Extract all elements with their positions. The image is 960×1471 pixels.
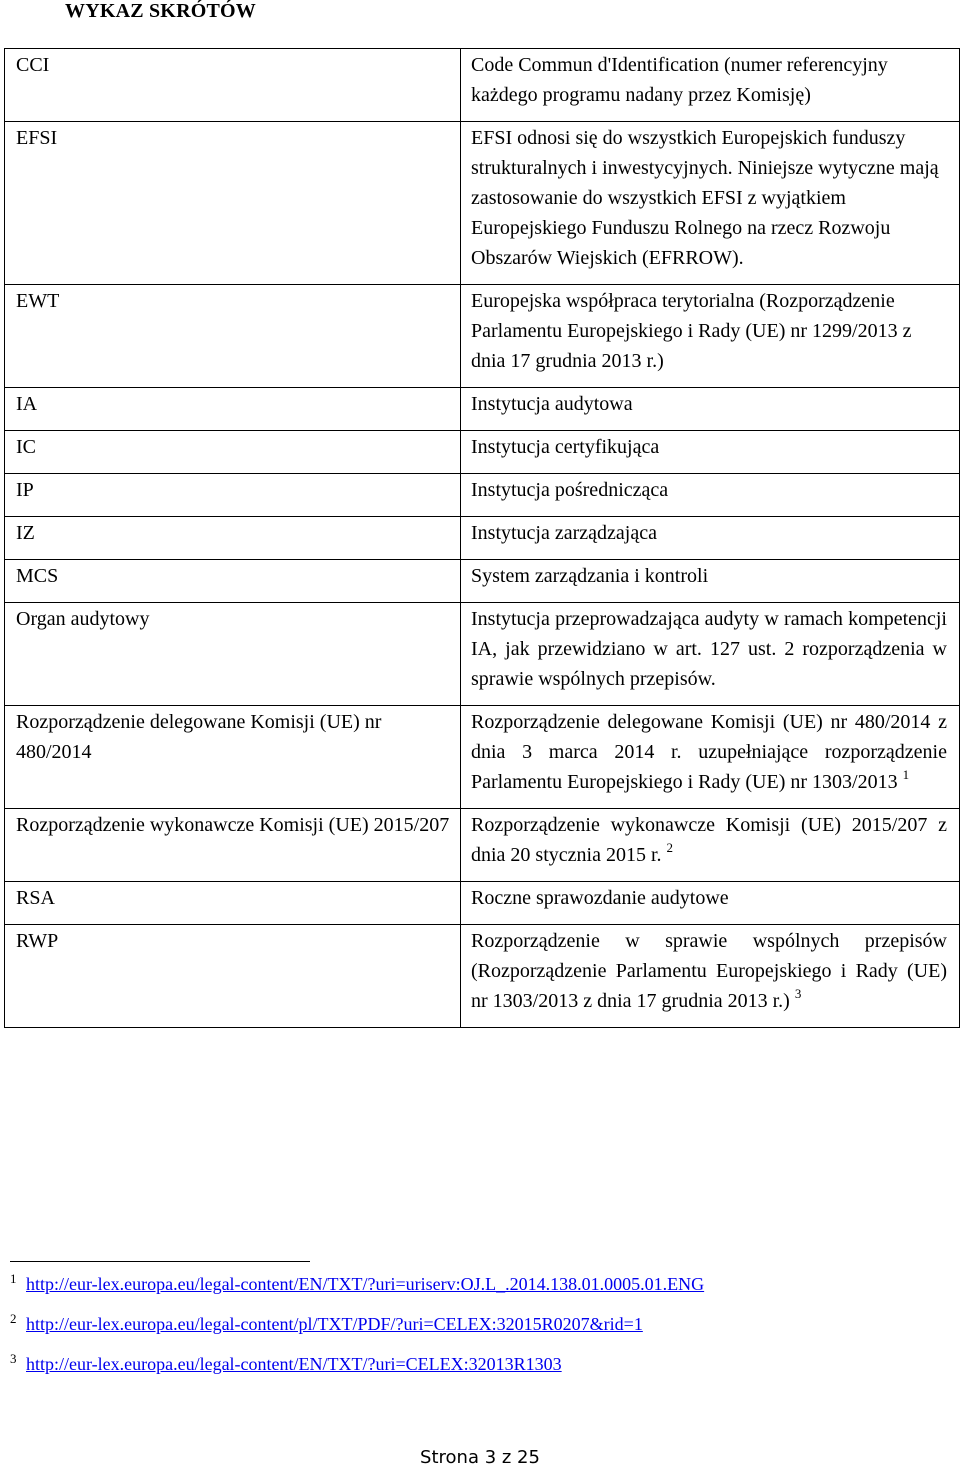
footnote-ref: 2 xyxy=(666,840,674,856)
footnote-ref: 1 xyxy=(902,767,910,783)
abbreviation-definition: Instytucja zarządzająca xyxy=(461,517,960,560)
footnote-number: 3 xyxy=(10,1351,17,1366)
abbreviation-definition: EFSI odnosi się do wszystkich Europejskich funduszy strukturalnych i inwestycyjnych. Niniejsze wytyczne mają zastosowanie do wszystkich EFSI z wyjątkiem Europejskiego Funduszu Rolnego na rzecz Rozwoju Obszarów Wiejskich (EFRROW). xyxy=(461,122,960,285)
abbreviation-term: CCI xyxy=(5,49,461,122)
table-row xyxy=(5,809,960,882)
footnote-separator xyxy=(10,1261,310,1262)
table-row xyxy=(5,517,960,560)
abbreviation-term: EFSI xyxy=(5,122,461,285)
table-row xyxy=(5,706,960,809)
table-row xyxy=(5,122,960,285)
abbreviation-term: Rozporządzenie delegowane Komisji (UE) nr 480/2014 xyxy=(5,706,461,809)
abbreviations-table xyxy=(4,48,960,1028)
footnote-ref: 3 xyxy=(794,986,802,1002)
abbreviation-definition xyxy=(461,925,960,1028)
footnote-link[interactable]: http://eur-lex.europa.eu/legal-content/pl/TXT/PDF/?uri=CELEX:32015R0207&rid=1 xyxy=(26,1314,643,1334)
footnote-link[interactable]: http://eur-lex.europa.eu/legal-content/EN/TXT/?uri=CELEX:32013R1303 xyxy=(26,1354,562,1374)
footnote-number: 2 xyxy=(10,1311,17,1326)
abbreviation-term: RWP xyxy=(5,925,461,1028)
abbreviation-term: MCS xyxy=(5,560,461,603)
abbreviation-term: IA xyxy=(5,388,461,431)
abbreviation-term: IZ xyxy=(5,517,461,560)
abbreviation-term: Rozporządzenie wykonawcze Komisji (UE) 2015/207 xyxy=(5,809,461,882)
abbreviation-definition: Code Commun d'Identification (numer referencyjny każdego programu nadany przez Komisję) xyxy=(461,49,960,122)
table-row xyxy=(5,882,960,925)
definition-text: Rozporządzenie wykonawcze Komisji (UE) 2015/207 z dnia 20 stycznia 2015 r. xyxy=(471,814,947,866)
abbreviation-definition: Instytucja certyfikująca xyxy=(461,431,960,474)
abbreviation-term: IP xyxy=(5,474,461,517)
abbreviation-definition: Europejska współpraca terytorialna (Rozporządzenie Parlamentu Europejskiego i Rady (UE) nr 1299/2013 z dnia 17 grudnia 2013 r.) xyxy=(461,285,960,388)
table-row xyxy=(5,49,960,122)
abbreviation-definition: System zarządzania i kontroli xyxy=(461,560,960,603)
abbreviation-definition xyxy=(461,706,960,809)
definition-text: Rozporządzenie delegowane Komisji (UE) nr 480/2014 z dnia 3 marca 2014 r. uzupełniające rozporządzenie Parlamentu Europejskiego i Rady (UE) nr 1303/2013 xyxy=(471,711,947,793)
abbreviation-definition: Instytucja audytowa xyxy=(461,388,960,431)
abbreviation-term: EWT xyxy=(5,285,461,388)
footnote-number: 1 xyxy=(10,1271,17,1286)
footnote-link[interactable]: http://eur-lex.europa.eu/legal-content/EN/TXT/?uri=uriserv:OJ.L_.2014.138.01.0005.01.ENG xyxy=(26,1274,705,1294)
footnote-3 xyxy=(10,1351,562,1375)
abbreviation-definition: Instytucja przeprowadzająca audyty w ramach kompetencji IA, jak przewidziano w art. 127 ust. 2 rozporządzenia w sprawie wspólnych przepisów. xyxy=(461,603,960,706)
table-row xyxy=(5,925,960,1028)
table-row xyxy=(5,388,960,431)
footnote-1 xyxy=(10,1271,704,1295)
page-heading: WYKAZ SKRÓTÓW xyxy=(65,0,256,22)
footnote-2 xyxy=(10,1311,643,1335)
abbreviation-term: Organ audytowy xyxy=(5,603,461,706)
abbreviation-term: IC xyxy=(5,431,461,474)
table-row xyxy=(5,603,960,706)
abbreviation-term: RSA xyxy=(5,882,461,925)
abbreviation-definition: Instytucja pośrednicząca xyxy=(461,474,960,517)
definition-text: Rozporządzenie w sprawie wspólnych przepisów (Rozporządzenie Parlamentu Europejskiego i Rady (UE) nr 1303/2013 z dnia 17 grudnia 2013 r.) xyxy=(471,930,947,1012)
abbreviation-definition: Roczne sprawozdanie audytowe xyxy=(461,882,960,925)
page-number: Strona 3 z 25 xyxy=(420,1447,540,1468)
table-row xyxy=(5,285,960,388)
table-row xyxy=(5,474,960,517)
table-row xyxy=(5,431,960,474)
abbreviation-definition xyxy=(461,809,960,882)
table-row xyxy=(5,560,960,603)
